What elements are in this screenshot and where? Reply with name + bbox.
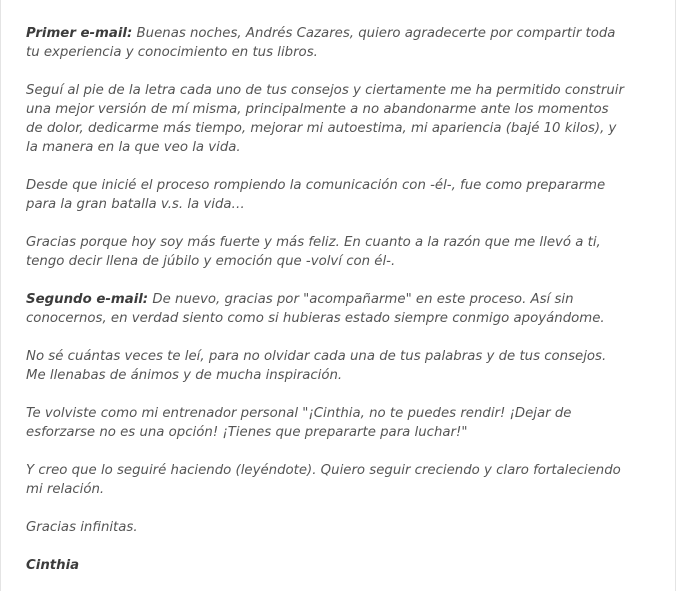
second-email-paragraph [26,290,626,328]
paragraph-coach: Te volviste como mi entrenador personal "¡Cinthia, no te puedes rendir! ¡Dejar de esforzarse no es una opción! ¡Tienes que prepararte para luchar!" [26,406,572,440]
paragraph-advice: Seguí al pie de la letra cada uno de tus consejos y ciertamente me ha permitido construir una mejor versión de mí misma, principalmente a no abandonarme ante los momentos de dolor, dedicarme más tiempo, mejorar mi autoestima, mi apariencia (bajé 10 kilos), y la manera en la que veo la vida. [26,83,624,155]
second-email-label: Segundo e-mail: [26,292,149,307]
second-email-text: De nuevo, gracias por "acompañarme" en este proceso. Así sin conocernos, en verdad siento como si hubieras estado siempre conmigo apoyándome. [26,292,605,326]
first-email-label: Primer e-mail: [26,26,133,41]
paragraph-gratitude: Gracias porque hoy soy más fuerte y más feliz. En cuanto a la razón que me llevó a ti, tengo decir llena de júbilo y emoción que -volví con él-. [26,235,601,269]
paragraph-thanks: Gracias infinitas. [26,520,138,535]
paragraph-continue: Y creo que lo seguiré haciendo (leyéndote). Quiero seguir creciendo y claro fortaleciendo mi relación. [26,463,621,497]
paragraph-reading: No sé cuántas veces te leí, para no olvidar cada una de tus palabras y de tus consejos. Me llenabas de ánimos y de mucha inspiración. [26,349,607,383]
signature: Cinthia [26,558,80,573]
first-email-paragraph [26,24,626,62]
paragraph-process: Desde que inicié el proceso rompiendo la comunicación con -él-, fue como prepararme para la gran batalla v.s. la vida… [26,178,606,212]
testimonial-letter [26,24,626,594]
first-email-text: Buenas noches, Andrés Cazares, quiero agradecerte por compartir toda tu experiencia y conocimiento en tus libros. [26,26,616,60]
signature-paragraph [26,556,626,575]
